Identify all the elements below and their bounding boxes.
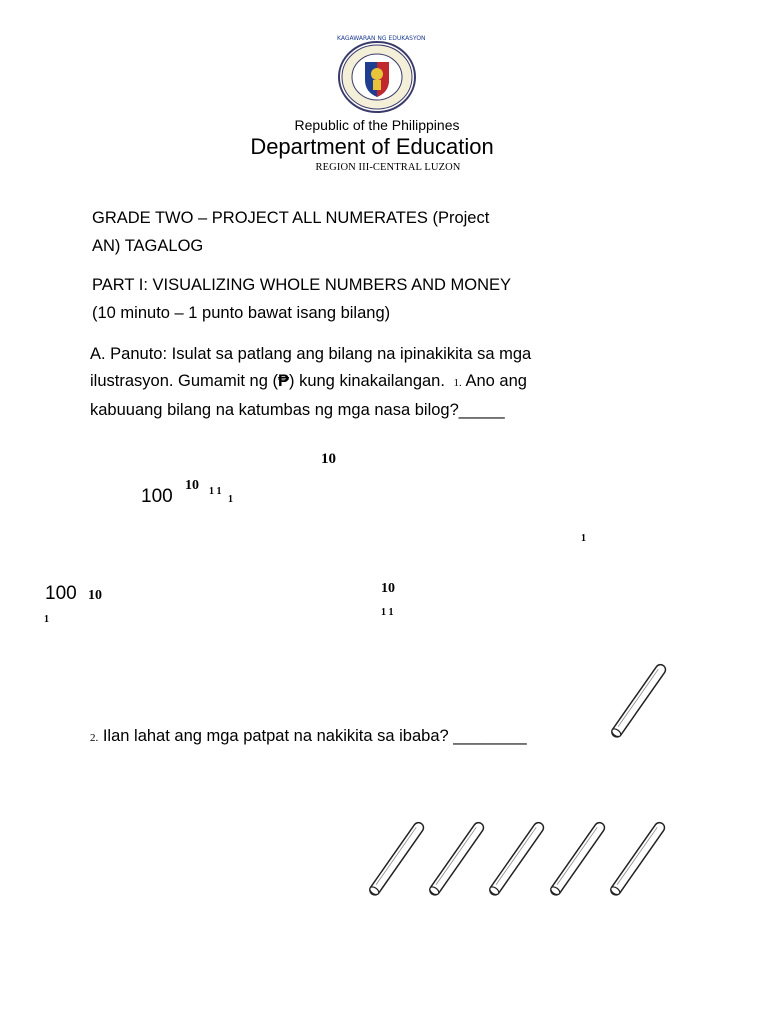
instructions-line-2b: ) kung kinakailangan. [289,372,445,390]
label-ten: 10 [88,588,102,603]
title-line-2: AN) TAGALOG [92,237,204,255]
label-one: 1 [228,494,233,505]
stick-icon [486,818,552,900]
instructions-line-2a: ilustrasyon. Gumamit ng ( [90,372,278,390]
answer-blank-2[interactable]: ________ [453,727,527,745]
label-ones: 1 1 [381,607,394,618]
label-ten: 10 [321,451,336,467]
label-ten: 10 [381,581,395,596]
stick-icon [607,818,673,900]
instructions-line-2 [90,368,630,397]
part-line-2: (10 minuto – 1 punto bawat isang bilang) [92,304,391,322]
instructions [90,341,630,424]
label-one: 1 [44,614,49,625]
stick-icon [608,660,674,742]
title-line-1: GRADE TWO – PROJECT ALL NUMERATES (Project [92,209,490,227]
instructions-line-3 [90,397,630,424]
region-line: REGION III-CENTRAL LUZON [315,162,461,173]
question-1-number: 1. [453,377,462,389]
stick-icon [547,818,613,900]
republic-line: Republic of the Philippines [294,117,460,133]
label-hundred: 100 [45,583,77,604]
label-ten: 10 [185,478,199,493]
answer-blank-1[interactable]: _____ [458,401,505,419]
peso-sign: ₱ [277,372,289,390]
question-1-text: Ano ang [465,372,527,390]
department-title: Department of Education [250,134,494,159]
stick-icon [426,818,492,900]
instructions-line-1: A. Panuto: Isulat sa patlang ang bilang na ipinakikita sa mga [90,345,532,363]
part-line-1: PART I: VISUALIZING WHOLE NUMBERS AND MONEY [92,276,511,294]
question-2 [90,722,620,752]
part-heading [92,271,612,327]
label-one: 1 [581,533,586,544]
worksheet-title [92,204,582,260]
label-hundred: 100 [141,486,173,507]
seal-text: KAGAWARAN NG EDUKASYON [337,35,426,42]
question-2-text: Ilan lahat ang mga patpat na nakikita sa ibaba? [102,727,449,745]
label-ones: 1 1 [209,486,222,497]
deped-seal [337,35,426,114]
question-1-text-2: kabuuang bilang na katumbas ng mga nasa bilog? [90,401,459,419]
stick-icon [366,818,432,900]
question-2-number: 2. [90,732,99,744]
